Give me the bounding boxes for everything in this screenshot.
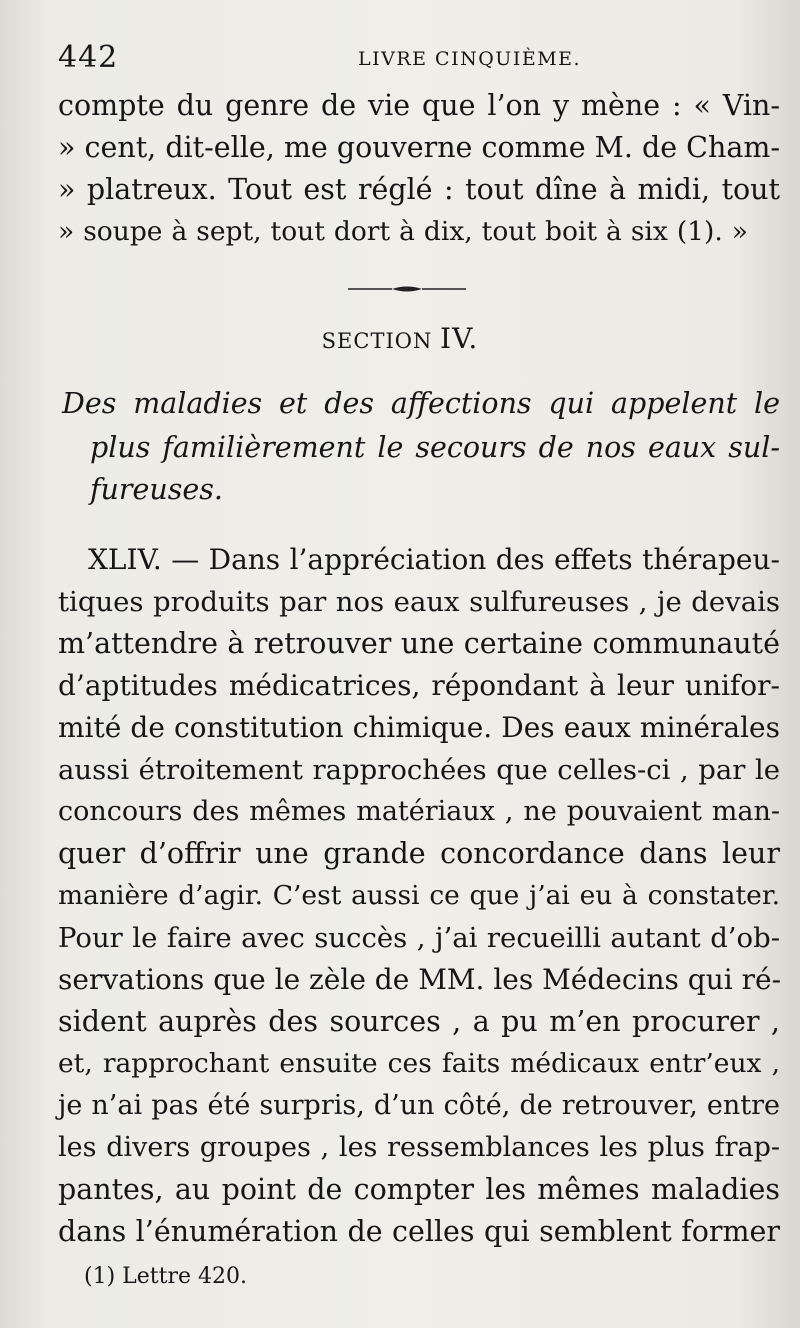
text-line: compte du genre de vie que l’on y mène : « Vin-: [58, 89, 780, 122]
text-line: d’aptitudes médicatrices, répondant à leur unifor-: [58, 669, 780, 702]
section-number: IV.: [440, 322, 479, 355]
section-label: SECTION: [321, 329, 433, 353]
section-title-line: fureuses.: [90, 473, 223, 506]
running-title: LIVRE CINQUIÈME.: [358, 48, 582, 70]
text-line: les divers groupes , les ressemblances les plus frap-: [58, 1132, 780, 1163]
footnote: (1) Lettre 420.: [84, 1264, 247, 1289]
text-line: » platreux. Tout est réglé : tout dîne à midi, tout: [58, 173, 780, 206]
text-line: » soupe à sept, tout dort à dix, tout boit à six (1). »: [58, 216, 748, 247]
text-line: » cent, dit-elle, me gouverne comme M. de Cham-: [58, 131, 780, 164]
text-line: XLIV. — Dans l’appréciation des effets thérapeu-: [88, 543, 780, 576]
section-title-line: plus familièrement le secours de nos eaux sul-: [90, 431, 780, 464]
text-line: et, rapprochant ensuite ces faits médicaux entr’eux ,: [58, 1048, 780, 1079]
text-line: aussi étroitement rapprochées que celles-ci , par le: [58, 754, 780, 786]
text-line: pantes, au point de compter les mêmes maladies: [58, 1173, 780, 1206]
section-title-line: Des maladies et des affections qui appelent le: [62, 387, 780, 420]
text-line: m’attendre à retrouver une certaine communauté: [58, 627, 780, 660]
text-line: tiques produits par nos eaux sulfureuses , je devais: [58, 586, 780, 618]
text-line: concours des mêmes matériaux , ne pouvaient man-: [58, 796, 780, 827]
text-line: mité de constitution chimique. Des eaux minérales: [58, 711, 780, 744]
page-header: [58, 40, 780, 80]
text-line: quer d’offrir une grande concordance dans leur: [58, 837, 780, 870]
text-line: dans l’énumération de celles qui semblent former: [58, 1215, 780, 1248]
text-line: Pour le faire avec succès , j’ai recueilli autant d’ob-: [58, 922, 780, 954]
page-number: 442: [58, 40, 119, 75]
text-line: sident auprès des sources , a pu m’en procurer ,: [58, 1005, 780, 1038]
section-heading: [0, 322, 800, 355]
text-line: je n’ai pas été surpris, d’un côté, de retrouver, entre: [58, 1090, 780, 1121]
ornamental-divider: [348, 284, 466, 294]
text-line: servations que le zèle de MM. les Médecins qui ré-: [58, 963, 782, 996]
text-line: manière d’agir. C’est aussi ce que j’ai eu à constater.: [58, 880, 780, 911]
